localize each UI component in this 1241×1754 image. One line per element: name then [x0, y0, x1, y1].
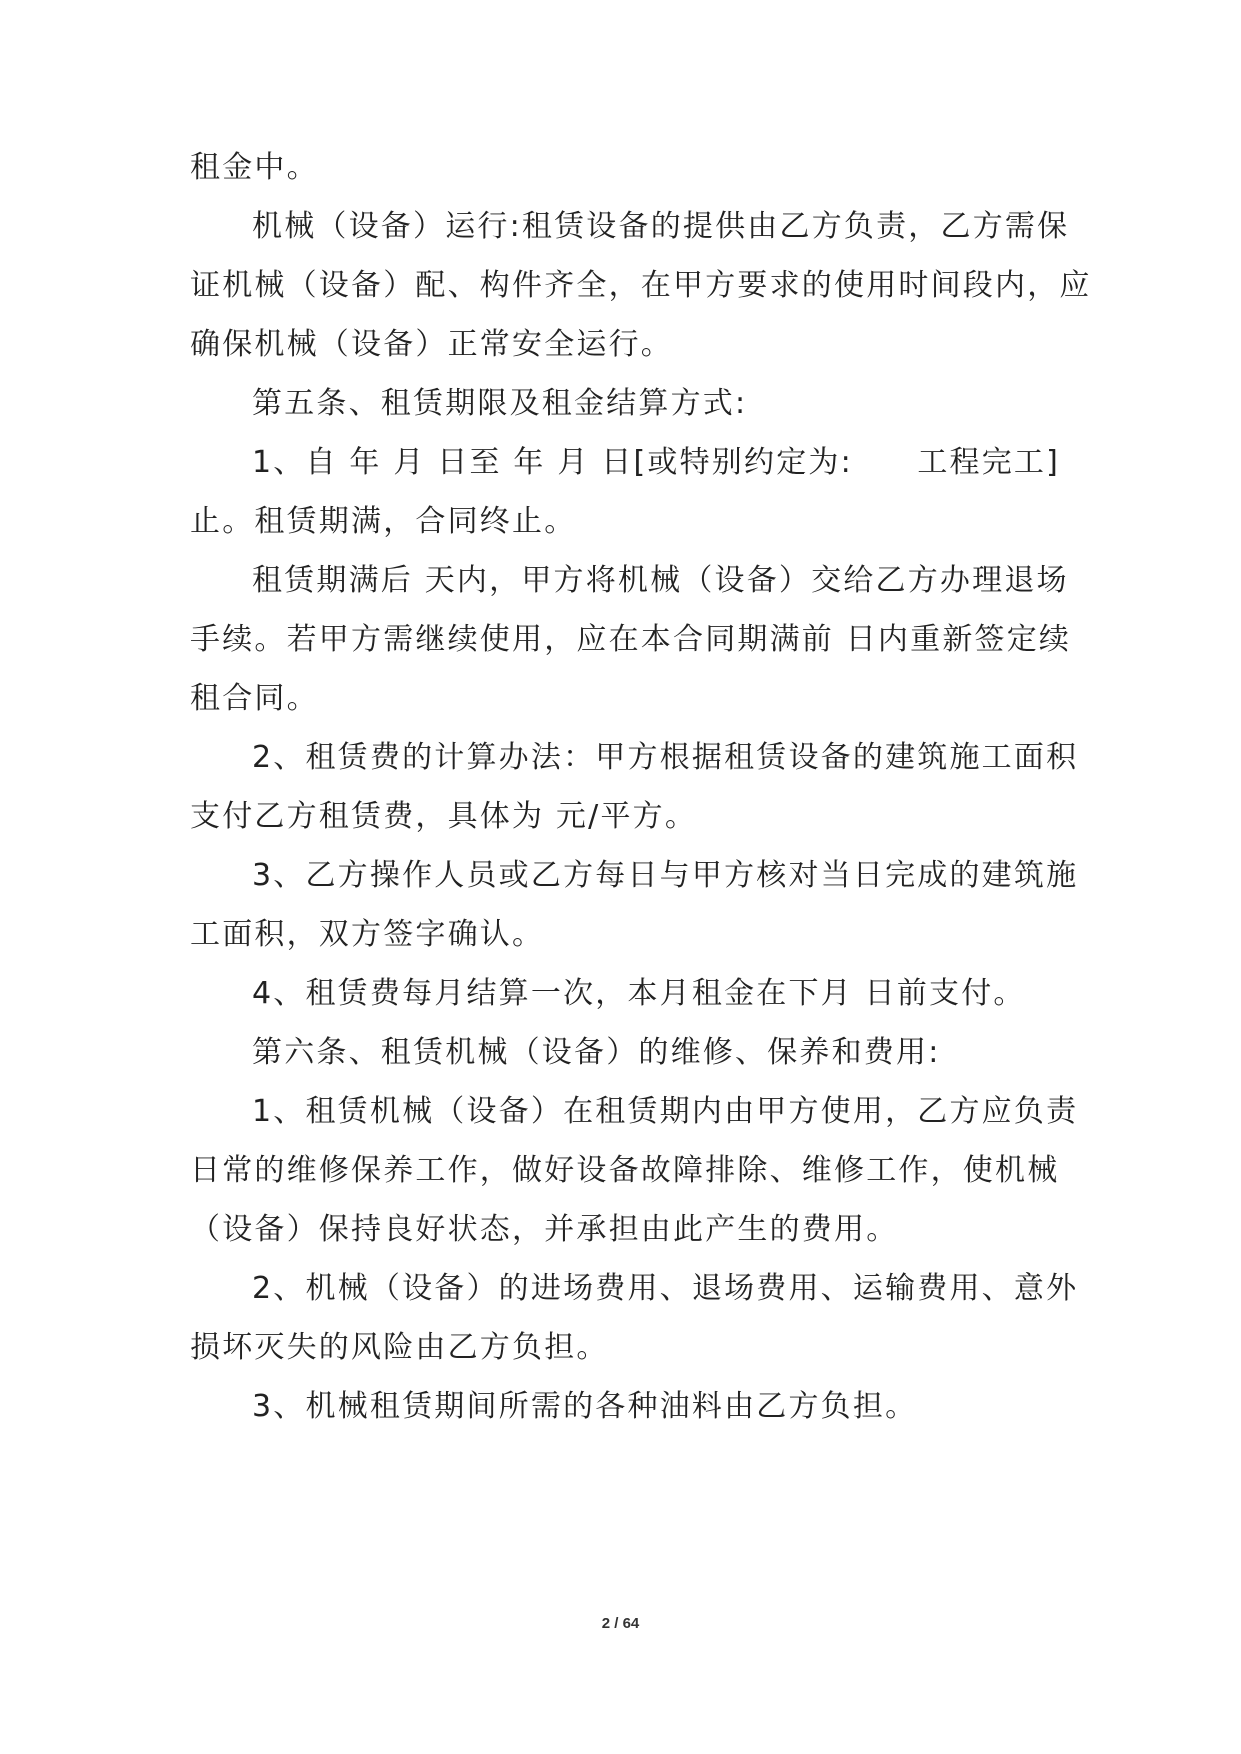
text-line: 4、租赁费每月结算一次，本月租金在下月 日前支付。 — [252, 976, 1026, 1011]
text-line: 2、机械（设备）的进场费用、退场费用、运输费用、意外 — [252, 1271, 1079, 1306]
text-line: 日常的维修保养工作，做好设备故障排除、维修工作，使机械 — [190, 1153, 1060, 1188]
text-line: 3、机械租赁期间所需的各种油料由乙方负担。 — [252, 1389, 918, 1424]
text-line: 工面积，双方签字确认。 — [190, 917, 545, 952]
text-line: 3、乙方操作人员或乙方每日与甲方核对当日完成的建筑施 — [252, 858, 1079, 893]
section-heading: 第五条、租赁期限及租金结算方式: — [252, 386, 748, 421]
text-line: 租赁期满后 天内，甲方将机械（设备）交给乙方办理退场 — [252, 563, 1069, 598]
text-line: 机械（设备）运行:租赁设备的提供由乙方负责，乙方需保 — [252, 209, 1070, 244]
page-number: 2 / 64 — [601, 1615, 640, 1632]
text-line: 损坏灭失的风险由乙方负担。 — [190, 1330, 609, 1365]
section-heading: 第六条、租赁机械（设备）的维修、保养和费用: — [252, 1035, 941, 1070]
text-line: 止。租赁期满，合同终止。 — [190, 504, 577, 539]
text-line: 1、自 年 月 日至 年 月 日[或特别约定为: 工程完工] — [252, 445, 1061, 480]
text-line: （设备）保持良好状态，并承担由此产生的费用。 — [190, 1212, 899, 1247]
text-line: 1、租赁机械（设备）在租赁期内由甲方使用，乙方应负责 — [252, 1094, 1079, 1129]
text-line: 证机械（设备）配、构件齐全，在甲方要求的使用时间段内，应 — [190, 268, 1092, 303]
text-line: 手续。若甲方需继续使用，应在本合同期满前 日内重新签定续 — [190, 622, 1072, 657]
text-line: 2、租赁费的计算办法：甲方根据租赁设备的建筑施工面积 — [252, 740, 1079, 775]
text-line: 租金中。 — [190, 150, 319, 185]
text-line: 支付乙方租赁费，具体为 元/平方。 — [190, 799, 698, 834]
text-line: 租合同。 — [190, 681, 319, 716]
text-line: 确保机械（设备）正常安全运行。 — [190, 327, 673, 362]
